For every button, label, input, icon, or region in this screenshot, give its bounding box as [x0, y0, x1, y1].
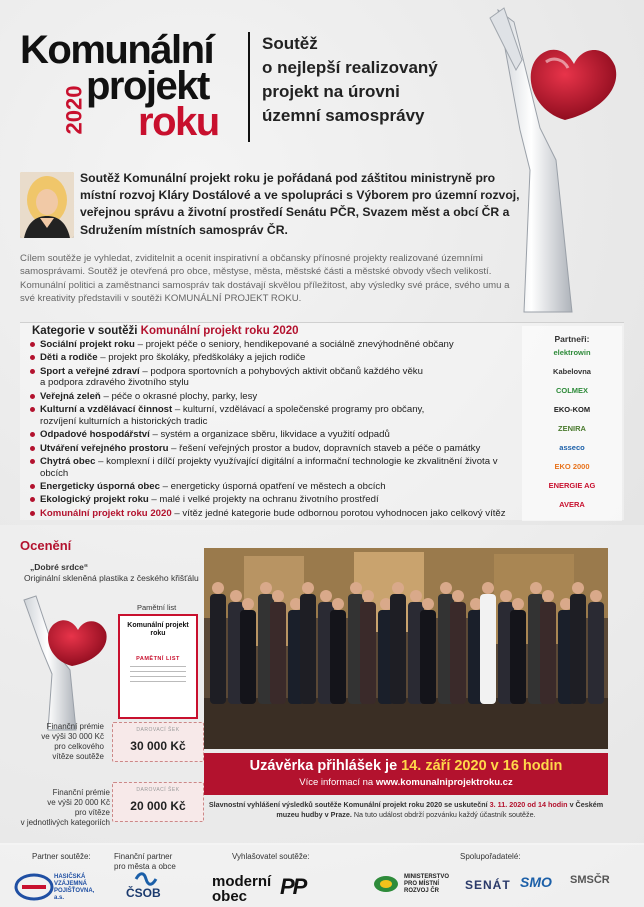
category-item: Kulturní a vzdělávací činnost – kulturní, vzdělávací a společenské programy pro občany, rozvíjení kulturních a historických tradic: [30, 404, 520, 427]
partner-label: Partner soutěže:: [32, 852, 91, 861]
category-item: Veřejná zeleň – péče o okrasné plochy, parky, lesy: [30, 391, 520, 403]
headline-line: o nejlepší realizovaný: [262, 58, 438, 77]
partner-logo: Kabelovna: [553, 367, 591, 376]
partner-logo: AVERA: [559, 500, 585, 509]
logo-year: 2020: [61, 85, 87, 135]
person-body: [210, 594, 226, 704]
person-body: [360, 602, 376, 704]
mmr-logo: MINISTERSTVO PRO MÍSTNÍ ROZVOJ ČR: [372, 870, 462, 900]
person-head: [302, 582, 314, 594]
person-head: [512, 598, 524, 610]
trophy-image: [14, 590, 114, 735]
person-head: [362, 590, 374, 602]
partner-logo: asseco: [559, 443, 585, 452]
category-item: Děti a rodiče – projekt pro školáky, předškoláky a jejich rodiče: [30, 352, 520, 364]
logo-text-projekt: projekt: [86, 64, 209, 108]
person-head: [350, 582, 362, 594]
prize-1-text: Finanční prémie ve výši 30 000 Kč pro celkového vítěze soutěže: [41, 722, 104, 761]
partner-logo: COLMEX: [555, 386, 589, 395]
category-item: Sociální projekt roku – projekt péče o seniory, hendikepované a sociálně znevýhodněné občany: [30, 339, 520, 351]
logo-text-roku: roku: [138, 100, 219, 144]
minister-portrait: [20, 172, 74, 238]
person-body: [588, 602, 604, 704]
person-head: [542, 590, 554, 602]
website-link[interactable]: www.komunalniprojektroku.cz: [375, 777, 513, 788]
person-head: [242, 598, 254, 610]
logo-text-komunalni: Komunální: [20, 28, 214, 72]
category-item: Utváření veřejného prostoru – řešení veřejných prostor a budov, dopravních staveb a péče o památky: [30, 443, 520, 455]
person-body: [450, 602, 466, 704]
person-head: [530, 582, 542, 594]
person-head: [332, 598, 344, 610]
headline: [262, 32, 492, 128]
person-head: [440, 582, 452, 594]
headline-line: Soutěž: [262, 34, 318, 53]
hvp-icon: [14, 872, 54, 902]
person-head: [572, 582, 584, 594]
person-body: [390, 594, 406, 704]
mmr-icon: [372, 874, 400, 894]
csob-wave-icon: [134, 872, 158, 886]
partner-logo: EKO-KOM: [553, 405, 591, 414]
partner-logo: elektrowin: [553, 348, 591, 357]
partner-logo: ENERGIE AG: [548, 481, 596, 490]
person-body: [480, 594, 496, 704]
categories-list: [30, 339, 520, 521]
diploma-image: [118, 614, 198, 719]
smscr-logo: SMSČR: [570, 874, 610, 886]
moderni-obec-logo: moderní obec: [212, 873, 272, 905]
senat-logo: SENÁT: [465, 878, 511, 892]
person-body: [540, 602, 556, 704]
person-head: [260, 582, 272, 594]
person-body: [270, 602, 286, 704]
category-item: Odpadové hospodářství – systém a organizace sběru, likvidace a využití odpadů: [30, 429, 520, 441]
person-body: [510, 610, 526, 704]
person-head: [272, 590, 284, 602]
categories-title: Kategorie v soutěži Komunální projekt roku 2020: [32, 325, 299, 337]
person-head: [590, 590, 602, 602]
person-body: [240, 610, 256, 704]
prize-1-value: 30 000 Kč: [130, 739, 186, 753]
person-body: [300, 594, 316, 704]
announcement-text: Slavnostní vyhlášení výsledků soutěže Komunální projekt roku 2020 se uskuteční 3. 11. 2020 od 14 hodin v Českém muzeu hudby v Praze. Na tuto událost obdrží pozvánku každý účastník soutěže.: [208, 800, 604, 819]
intro-subtext: Cílem soutěže je vyhledat, zviditelnit a ocenit inspirativní a občansky přínosné projekty realizované územními samosprávami. Soutěž je otevřená pro obce, městyse, města, městské části a městské obvody všech velikostí. Komunální politici a zaměstnanci samospráv tak dostávají skvělou příležitost, aby výsledky své práce, svého umu a své kreativity představili v soutěži KOMUNÁLNÍ PROJEKT ROKU.: [20, 253, 510, 305]
person-body: [330, 610, 346, 704]
awards-title: Ocenění: [20, 538, 72, 553]
category-item: Chytrá obec – komplexní i dílčí projekty využívající digitální a informační technologie ke zkvalitnění života v obcích: [30, 456, 520, 479]
diploma-label: Pamětní list: [137, 603, 177, 612]
info-text: Více informací na www.komunalniprojektroku.cz: [299, 777, 513, 788]
person-head: [320, 590, 332, 602]
coorganizers-label: Spolupořadatelé:: [460, 852, 521, 861]
person-body: [420, 610, 436, 704]
category-item: Ekologický projekt roku – malé i velké projekty na ochranu životního prostředí: [30, 494, 520, 506]
prize-2-value: 20 000 Kč: [130, 799, 186, 813]
trophy-description: Originální skleněná plastika z českého křišťálu: [24, 573, 199, 583]
partners-title: Partneři:: [554, 334, 590, 344]
financial-partner-label: Finanční partner pro města a obce: [114, 852, 176, 871]
deadline-text: Uzávěrka přihlášek je 14. září 2020 v 16 hodin: [249, 758, 563, 774]
csob-logo: ČSOB: [126, 872, 186, 902]
partner-logo: EKO 2000: [554, 462, 590, 471]
person-head: [500, 590, 512, 602]
prize-1-voucher: DAROVACÍ ŠEK 30 000 Kč: [112, 722, 204, 762]
person-head: [410, 590, 422, 602]
person-head: [230, 590, 242, 602]
headline-line: územní samosprávy: [262, 106, 425, 125]
partner-logo-hvp: HASIČSKÁ VZÁJEMNÁ POJIŠŤOVNA, a.s.: [14, 868, 104, 904]
person-head: [482, 582, 494, 594]
headline-line: projekt na úrovni: [262, 82, 400, 101]
prize-2-voucher: DAROVACÍ ŠEK 20 000 Kč: [112, 782, 204, 822]
person-head: [392, 582, 404, 594]
diploma-word: PAMĚTNÍ LIST: [136, 656, 180, 662]
smo-logo: SMO: [520, 874, 552, 890]
person-body: [570, 594, 586, 704]
diploma-title: Komunální projekt roku: [127, 622, 189, 637]
person-head: [212, 582, 224, 594]
category-item: Sport a veřejné zdraví – podpora sportovních a pohybových aktivit občanů každého věku a podpora zdravého životního stylu: [30, 366, 520, 389]
profi-press-logo: PP: [280, 874, 306, 899]
person-head: [452, 590, 464, 602]
deadline-banner: [204, 753, 608, 795]
person-head: [422, 598, 434, 610]
category-item: Komunální projekt roku 2020 – vítěz jedné kategorie bude odbornou porotou vyhodnocen jako celkový vítěz: [30, 508, 520, 520]
partner-logo: ZENIRA: [558, 424, 586, 433]
prize-2-text: Finanční prémie ve výši 20 000 Kč pro vítěze v jednotlivých kategoriích: [20, 788, 110, 827]
category-item: Energeticky úsporná obec – energeticky úsporná opatření ve městech a obcích: [30, 481, 520, 493]
trophy-name: „Dobré srdce“: [30, 562, 89, 572]
announcer-label: Vyhlašovatel soutěže:: [232, 852, 310, 861]
winners-group-photo: [204, 548, 608, 749]
intro-text: Soutěž Komunální projekt roku je pořádaná pod záštitou ministryně pro místní rozvoj Kláry Dostálové a ve spolupráci s Výborem pro územní rozvoj, veřejnou správu a životní prostředí Senátu PČR, Svazem měst a obcí ČR a Sdružením místních samospráv ČR.: [80, 171, 520, 237]
header-divider: [248, 32, 250, 142]
